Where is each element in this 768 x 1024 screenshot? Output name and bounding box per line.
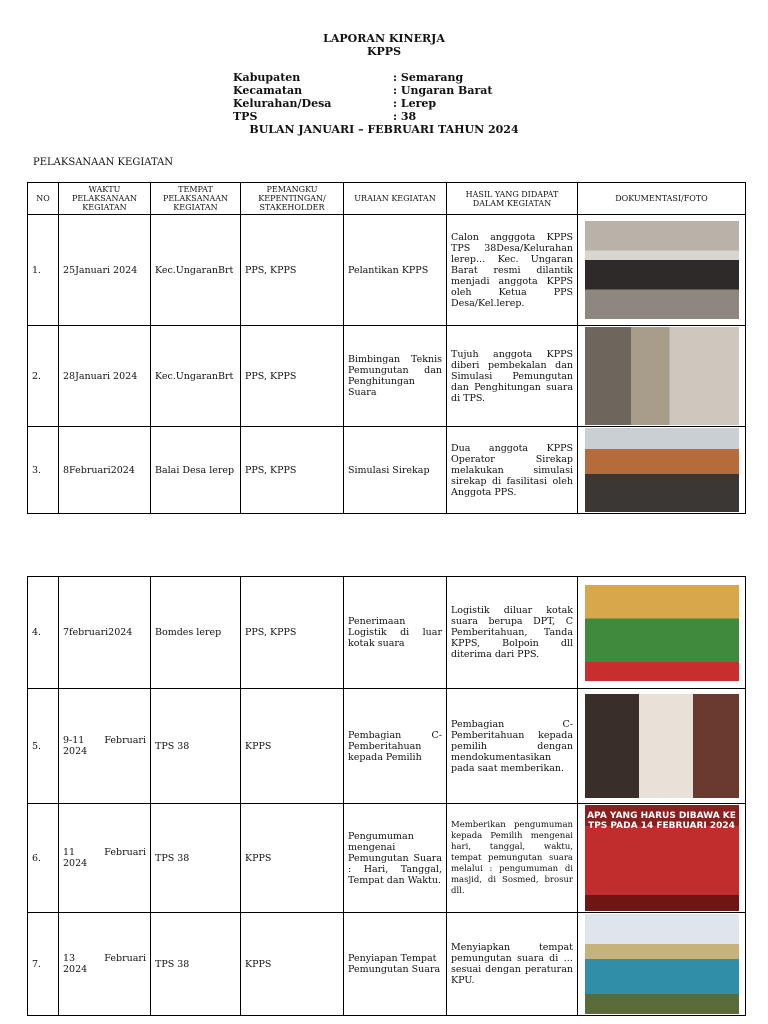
col-header-waktu: WAKTU PELAKSANAAN KEGIATAN: [59, 183, 151, 215]
row-pemangku: PPS, KPPS: [241, 326, 344, 427]
table-row: [28, 577, 746, 689]
report-subtitle: KPPS: [366, 45, 402, 58]
row-no: 1.: [28, 215, 59, 326]
announcement-poster: [585, 805, 739, 911]
info-value: : 38: [393, 110, 417, 123]
report-period: BULAN JANUARI – FEBRUARI TAHUN 2024: [249, 123, 519, 136]
row-uraian: Simulasi Sirekap: [344, 427, 447, 514]
row-hasil: Logistik diluar kotak suara berupa DPT, C Pemberitahuan, Tanda KPPS, Bolpoin dll diterima dari PPS.: [447, 577, 578, 689]
row-uraian: Penerimaan Logistik di luar kotak suara: [344, 577, 447, 689]
row-tempat: TPS 38: [151, 689, 241, 804]
row-tempat: Kec.UngaranBrt: [151, 326, 241, 427]
distribution-photo: [585, 694, 739, 798]
row-tempat: Bomdes lerep: [151, 577, 241, 689]
info-value: : Ungaran Barat: [393, 84, 493, 97]
row-no: 7.: [28, 913, 59, 1016]
row-photo-cell: [578, 215, 746, 326]
info-label: Kecamatan: [233, 84, 303, 97]
row-waktu: 8Februari2024: [59, 427, 151, 514]
row-waktu: 25Januari 2024: [59, 215, 151, 326]
logistics-photo: [585, 585, 739, 681]
row-hasil: Pembagian C-Pemberitahuan kepada pemilih dengan mendokumentasikan pada saat memberikan.: [447, 689, 578, 804]
poster-title: APA YANG HARUS DIBAWA KE TPS PADA 14 FEBRUARI 2024: [587, 811, 736, 831]
row-waktu: 9-11 Februari 2024: [59, 689, 151, 804]
table-row: [28, 215, 746, 326]
row-pemangku: KPPS: [241, 689, 344, 804]
row-uraian: Pengumuman mengenai Pemungutan Suara : Hari, Tanggal, Tempat dan Waktu.: [344, 804, 447, 913]
activity-table-page2: [27, 576, 746, 1016]
row-photo-cell: [578, 427, 746, 514]
row-hasil: Dua anggota KPPS Operator Sirekap melakukan simulasi sirekap di fasilitasi oleh Anggota PPS.: [447, 427, 578, 514]
row-uraian: Bimbingan Teknis Pemungutan dan Penghitungan Suara: [344, 326, 447, 427]
info-label: TPS: [233, 110, 258, 123]
info-label: Kabupaten: [233, 71, 301, 84]
row-tempat: TPS 38: [151, 804, 241, 913]
info-value: : Semarang: [393, 71, 464, 84]
row-pemangku: PPS, KPPS: [241, 215, 344, 326]
col-header-hasil: HASIL YANG DIDAPAT DALAM KEGIATAN: [447, 183, 578, 215]
row-uraian: Penyiapan Tempat Pemungutan Suara: [344, 913, 447, 1016]
row-photo-cell: [578, 804, 746, 913]
row-waktu: 11 Februari 2024: [59, 804, 151, 913]
table-row: [28, 804, 746, 913]
row-pemangku: KPPS: [241, 804, 344, 913]
row-hasil: Memberikan pengumuman kepada Pemilih mengenai hari, tanggal, waktu, tempat pemungutan suara melalui : pengumuman di masjid, di Sosmed, brosur dll.: [447, 804, 578, 913]
row-hasil: Menyiapkan tempat pemungutan suara di … sesuai dengan peraturan KPU.: [447, 913, 578, 1016]
polling-station-photo: [585, 914, 739, 1014]
row-pemangku: PPS, KPPS: [241, 427, 344, 514]
row-tempat: TPS 38: [151, 913, 241, 1016]
row-photo-cell: [578, 689, 746, 804]
col-header-tempat: TEMPAT PELAKSANAAN KEGIATAN: [151, 183, 241, 215]
row-pemangku: PPS, KPPS: [241, 577, 344, 689]
row-hasil: Calon angggota KPPS TPS 38Desa/Kelurahan lerep… Kec. Ungaran Barat resmi dilantik menjadi anggota KPPS oleh Ketua PPS Desa/Kel.lerep.: [447, 215, 578, 326]
row-hasil: Tujuh anggota KPPS diberi pembekalan dan Simulasi Pemungutan dan Penghitungan suara di TPS.: [447, 326, 578, 427]
col-header-uraian: URAIAN KEGIATAN: [344, 183, 447, 215]
row-photo-cell: [578, 577, 746, 689]
col-header-pemangku: PEMANGKU KEPENTINGAN/ STAKEHOLDER: [241, 183, 344, 215]
activity-table-page1: [27, 182, 746, 514]
row-uraian: Pelantikan KPPS: [344, 215, 447, 326]
row-no: 3.: [28, 427, 59, 514]
row-waktu: 28Januari 2024: [59, 326, 151, 427]
table-row: [28, 427, 746, 514]
row-waktu: 13 Februari 2024: [59, 913, 151, 1016]
inauguration-photo: [585, 221, 739, 319]
section-title: PELAKSANAAN KEGIATAN: [33, 157, 174, 168]
col-header-dokumentasi: DOKUMENTASI/FOTO: [578, 183, 746, 215]
row-no: 4.: [28, 577, 59, 689]
row-photo-cell: [578, 326, 746, 427]
info-label: Kelurahan/Desa: [233, 97, 332, 110]
sirekap-photo: [585, 428, 739, 512]
row-pemangku: KPPS: [241, 913, 344, 1016]
info-value: : Lerep: [393, 97, 437, 110]
row-tempat: Balai Desa lerep: [151, 427, 241, 514]
location-info: [233, 71, 492, 123]
row-waktu: 7februari2024: [59, 577, 151, 689]
row-photo-cell: [578, 913, 746, 1016]
row-no: 6.: [28, 804, 59, 913]
table-row: [28, 326, 746, 427]
table-row: [28, 689, 746, 804]
report-title: LAPORAN KINERJA: [323, 32, 445, 45]
training-photo: [585, 327, 739, 425]
row-uraian: Pembagian C-Pemberitahuan kepada Pemilih: [344, 689, 447, 804]
row-no: 2.: [28, 326, 59, 427]
row-tempat: Kec.UngaranBrt: [151, 215, 241, 326]
row-no: 5.: [28, 689, 59, 804]
col-header-no: NO: [28, 183, 59, 215]
table-row: [28, 913, 746, 1016]
